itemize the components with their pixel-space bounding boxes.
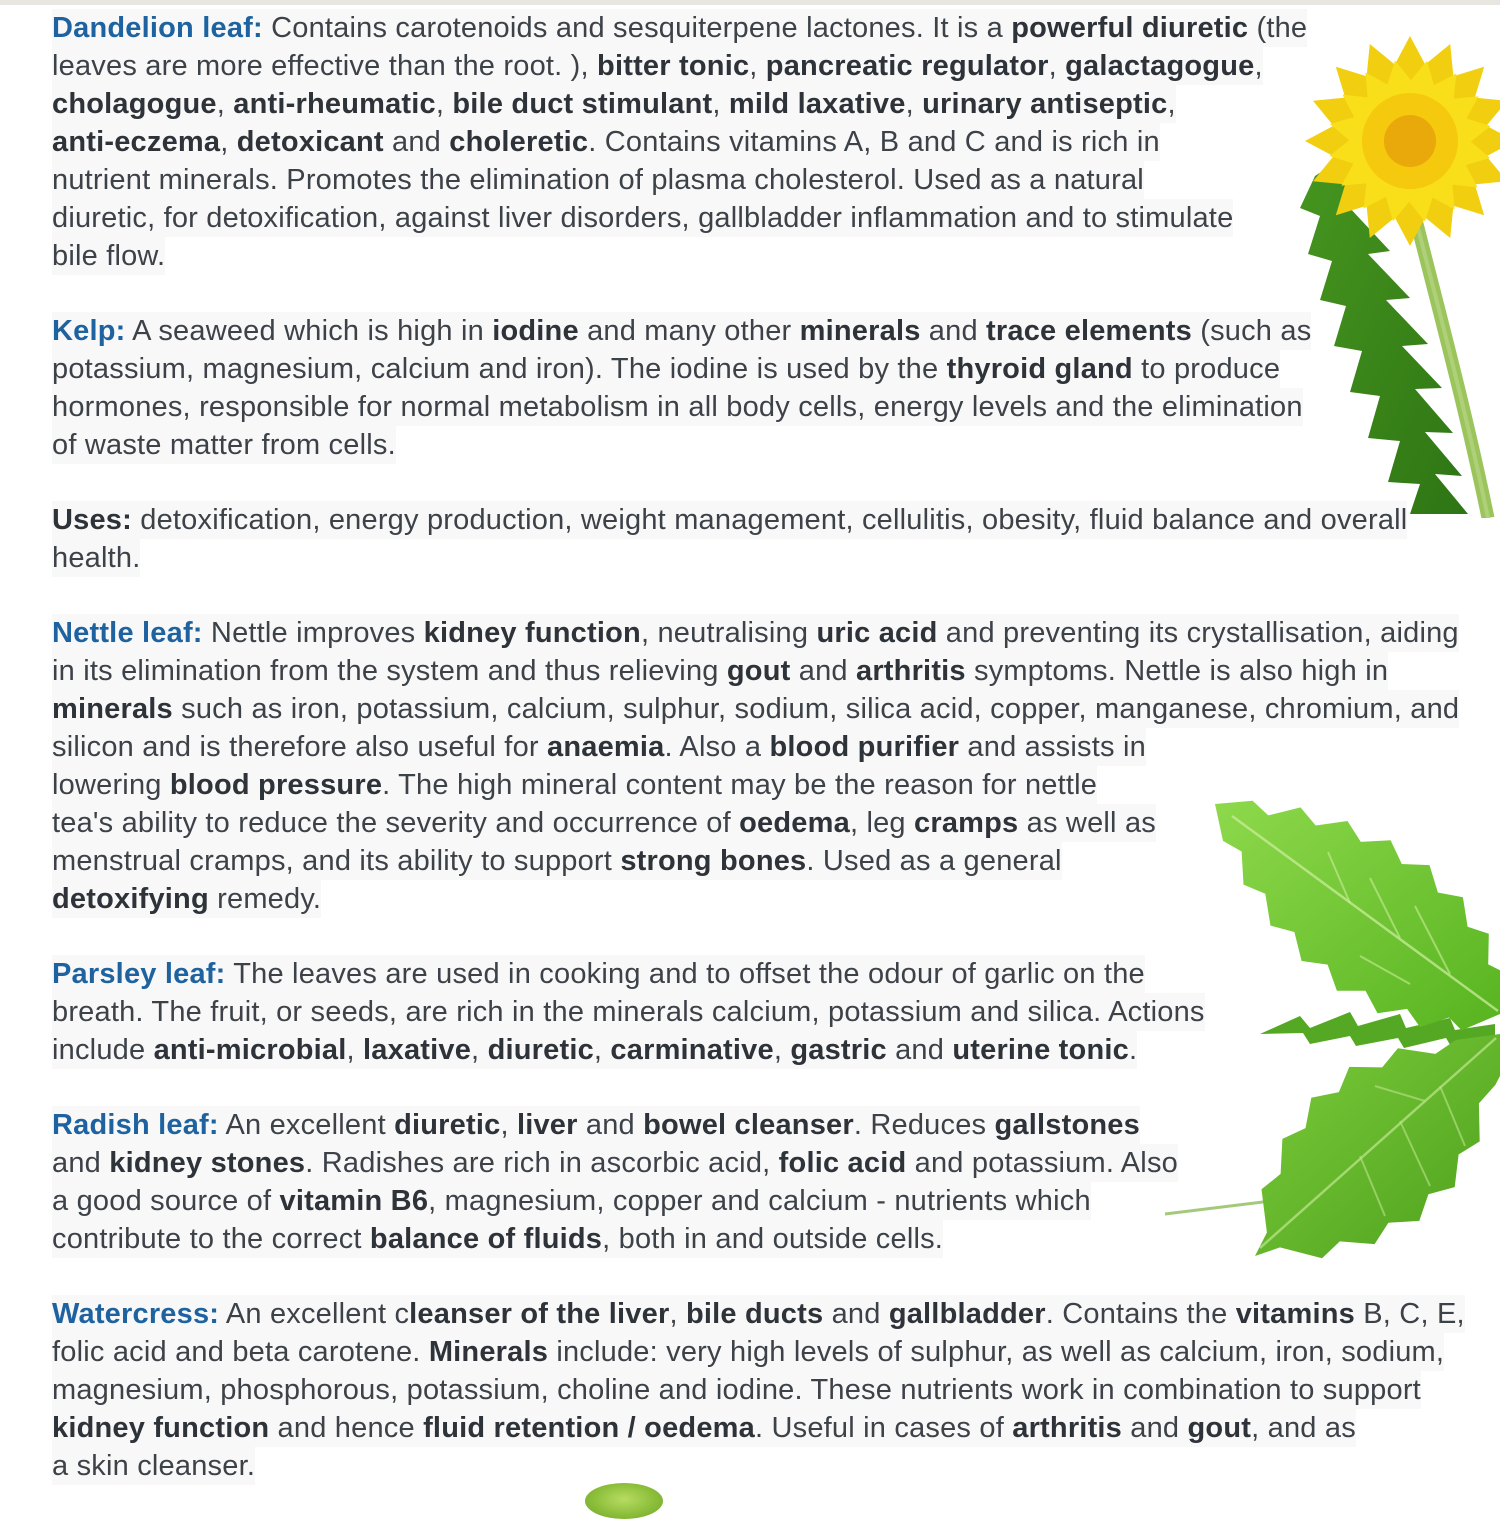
text-line [52,804,1156,842]
text-run: (such as [1191,315,1312,347]
text-run: silicon and is therefore also useful for [52,731,548,763]
text-run: . Used as a general [806,845,1062,877]
text-run: Minerals [428,1336,549,1368]
text-run: contribute to the correct [52,1223,370,1255]
text-run: folic acid and beta carotene. [52,1336,429,1368]
text-run: , [593,1034,611,1066]
text-run: . Radishes are rich in ascorbic acid, [305,1147,779,1179]
text-line [52,1333,1444,1371]
text-run: thyroid gland [946,353,1133,385]
text-run: bowel cleanser [643,1109,854,1141]
text-run: A seaweed which is high in [125,315,493,347]
text-run: and [577,1109,644,1141]
text-line [52,1295,1465,1333]
text-line [52,614,1459,652]
text-run: , [1254,50,1263,82]
text-run: folic acid [778,1147,907,1179]
text-run: arthritis [1012,1412,1123,1444]
text-run: Nettle improves [202,617,424,649]
text-run: uterine tonic [952,1034,1129,1066]
text-run: bile flow. [52,240,166,272]
text-run: breath. The fruit, or seeds, are rich in the minerals calcium, potassium and silica. Actions [52,996,1205,1028]
text-line [52,1409,1356,1447]
text-run: Contains carotenoids and sesquiterpene lactones. It is a [262,12,1012,44]
text-run: minerals [52,693,173,725]
text-line [52,85,1176,123]
text-run: include [52,1034,154,1066]
text-run: , [471,1034,488,1066]
text-run: detoxification, energy production, weight management, cellulitis, obesity, fluid balance and overall [132,504,1408,536]
text-run: trace elements [986,315,1192,347]
text-run: blood pressure [169,769,383,801]
text-run: anti-microbial [153,1034,347,1066]
text-run: diuretic [394,1109,501,1141]
text-run: kidney function [52,1412,270,1444]
text-run: , both in and outside cells. [602,1223,944,1255]
text-line [52,880,321,918]
text-run: such as iron, potassium, calcium, sulphur, sodium, silica acid, copper, manganese, chromium, and [172,693,1460,725]
text-run: and [823,1298,889,1330]
text-run: bile ducts [685,1298,824,1330]
text-run: menstrual cramps, and its ability to support [52,845,621,877]
text-run: liver [516,1109,578,1141]
text-line [52,993,1205,1031]
text-run: bitter tonic [597,50,750,82]
text-run: , [749,50,766,82]
text-line [52,426,396,464]
text-run: urinary antiseptic [922,88,1168,120]
text-run: , leg [849,807,915,839]
text-line [52,501,1407,539]
text-line [52,1447,255,1485]
text-line [52,1106,1140,1144]
text-run: (the [1248,12,1308,44]
text-run: potassium, magnesium, calcium and iron). The iodine is used by the [52,353,947,385]
paragraph-radish [52,1106,1500,1258]
text-line [52,199,1233,237]
paragraph-nettle [52,614,1500,918]
text-run: remedy. [208,883,322,915]
text-run: tea's ability to reduce the severity and occurrence of [52,807,740,839]
text-line [52,1144,1178,1182]
text-run: gallbladder [888,1298,1046,1330]
text-run: pancreatic regulator [765,50,1049,82]
text-run: , and as [1251,1412,1356,1444]
text-run: and preventing its crystallisation, aiding [937,617,1459,649]
text-run: as well as [1018,807,1156,839]
text-run: , [346,1034,364,1066]
text-run: and [886,1034,953,1066]
text-line [52,388,1303,426]
text-run: blood purifier [769,731,960,763]
text-line [52,237,165,275]
section-heading: Radish leaf: [52,1109,219,1141]
text-run: arthritis [855,655,966,687]
text-run: . Reduces [853,1109,995,1141]
text-run: galactagogue [1065,50,1255,82]
section-heading: Nettle leaf: [52,617,203,649]
text-line [52,161,1144,199]
text-run: , [220,126,237,158]
text-run: and many other [578,315,800,347]
text-line [52,955,1145,993]
text-line [52,728,1146,766]
text-run: , [669,1298,686,1330]
text-run: and [920,315,987,347]
text-line [52,312,1311,350]
paragraph-kelp [52,312,1500,464]
text-line [52,1031,1137,1069]
text-run: nutrient minerals. Promotes the elimination of plasma cholesterol. Used as a natural [52,164,1144,196]
text-run: vitamin B6 [279,1185,429,1217]
text-run: leanser of the liver [409,1298,670,1330]
paragraph-dandelion [52,9,1500,275]
section-heading: Kelp: [52,315,126,347]
text-line [52,766,1097,804]
text-line [52,47,1263,85]
text-run: and potassium. Also [906,1147,1178,1179]
text-run: laxative [363,1034,472,1066]
text-run: oedema [739,807,850,839]
text-run: to produce [1132,353,1281,385]
text-run: anti-rheumatic [233,88,436,120]
text-run: , [773,1034,791,1066]
text-run: gout [1187,1412,1252,1444]
paragraph-uses [52,501,1500,577]
text-run: iodine [492,315,579,347]
text-run: a good source of [52,1185,280,1217]
section-heading: Watercress: [52,1298,220,1330]
text-run: magnesium, phosphorous, potassium, choline and iodine. These nutrients work in combination to support [52,1374,1421,1406]
text-run: An excellent [218,1109,395,1141]
text-run: detoxifying [52,883,209,915]
text-run: , [905,88,923,120]
text-line [52,539,140,577]
text-run: fluid retention / oedema [423,1412,755,1444]
text-run: and [790,655,856,687]
text-run: . [1128,1034,1138,1066]
text-run: of waste matter from cells. [52,429,396,461]
text-run: Uses: [52,504,132,536]
text-run: , [500,1109,517,1141]
text-line [52,652,1388,690]
text-line [52,690,1459,728]
paragraph-parsley [52,955,1500,1069]
text-run: symptoms. Nettle is also high in [965,655,1389,687]
text-run: gout [726,655,791,687]
text-line [52,9,1307,47]
text-run: health. [52,542,141,574]
text-run: . Also a [664,731,770,763]
text-run: kidney stones [109,1147,306,1179]
text-run: lowering [52,769,170,801]
text-line [52,123,1160,161]
text-run: diuretic [487,1034,594,1066]
text-run: balance of fluids [369,1223,603,1255]
text-run: , [1048,50,1066,82]
section-heading: Dandelion leaf: [52,12,263,44]
text-run: and [52,1147,110,1179]
text-run: kidney function [423,617,641,649]
text-run: and [1122,1412,1188,1444]
text-run: , magnesium, copper and calcium - nutrients which [428,1185,1091,1217]
text-run: hormones, responsible for normal metabolism in all body cells, energy levels and the elimination [52,391,1303,423]
text-run: and hence [269,1412,424,1444]
text-line [52,1220,943,1258]
text-run: cholagogue [52,88,217,120]
text-line [52,350,1280,388]
text-run: . Contains vitamins A, B and C and is rich in [588,126,1160,158]
text-run: mild laxative [728,88,906,120]
text-run: powerful diuretic [1011,12,1249,44]
text-run: , [435,88,453,120]
text-run: and assists in [959,731,1146,763]
text-run: gallstones [994,1109,1140,1141]
text-run: minerals [799,315,921,347]
text-run: . Contains the [1045,1298,1236,1330]
text-run: anti-eczema [52,126,221,158]
article-text [52,0,1500,1522]
text-run: The leaves are used in cooking and to offset the odour of garlic on the [225,958,1145,990]
text-run: diuretic, for detoxification, against liver disorders, gallbladder inflammation and to stimulate [52,202,1234,234]
text-run: a skin cleanser. [52,1450,256,1482]
text-run: choleretic [449,126,589,158]
text-run: uric acid [816,617,938,649]
text-run: anaemia [547,731,665,763]
text-run: B, C, E, [1354,1298,1465,1330]
text-line [52,1182,1091,1220]
text-run: include: very high levels of sulphur, as well as calcium, iron, sodium, [548,1336,1445,1368]
text-run: leaves are more effective than the root. ), [52,50,598,82]
text-run: detoxicant [236,126,384,158]
text-run: An excellent c [219,1298,410,1330]
text-run: , [1167,88,1176,120]
text-run: cramps [914,807,1019,839]
text-line [52,1371,1421,1409]
text-run: . The high mineral content may be the reason for nettle [382,769,1098,801]
text-run: and [383,126,450,158]
paragraph-watercress [52,1295,1500,1485]
text-run: , [712,88,729,120]
text-run: strong bones [620,845,807,877]
text-run: , [216,88,234,120]
text-run: in its elimination from the system and thus relieving [52,655,727,687]
text-run: gastric [790,1034,887,1066]
text-run: carminative [610,1034,774,1066]
text-run: bile duct stimulant [452,88,713,120]
text-run: vitamins [1235,1298,1355,1330]
text-run: . Useful in cases of [754,1412,1013,1444]
text-run: , neutralising [640,617,817,649]
text-line [52,842,1062,880]
section-heading: Parsley leaf: [52,958,226,990]
